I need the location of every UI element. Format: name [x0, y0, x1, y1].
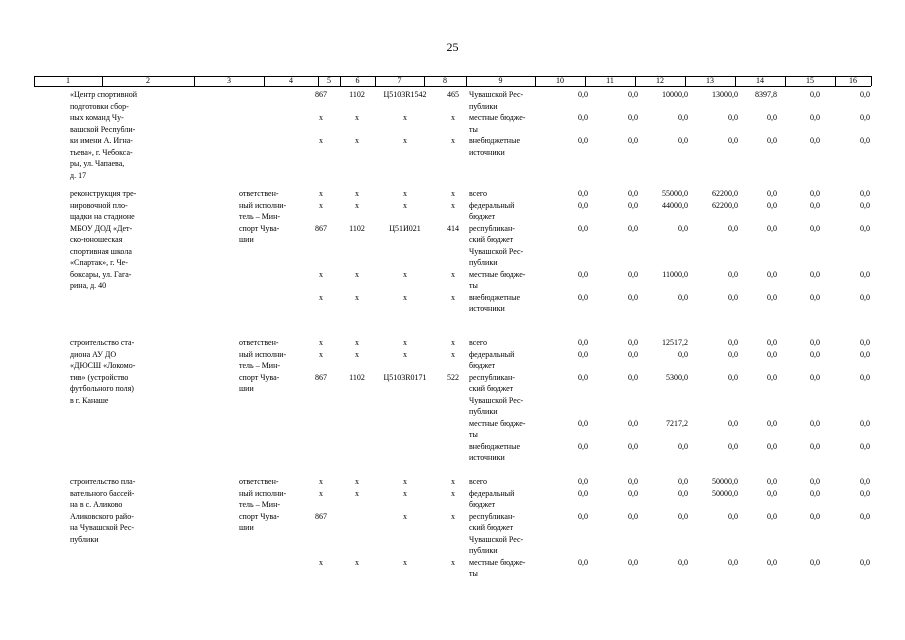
object-name-line: строительство пла- [70, 477, 136, 486]
object-name-line: вашской Республи- [70, 124, 136, 134]
source-line: республикан- [469, 511, 515, 521]
value-cell: 0,0 [860, 441, 870, 451]
code-cell: 867 [315, 372, 327, 382]
object-name-line: публики [70, 534, 99, 544]
responsible-line: ный исполни- [239, 200, 287, 210]
code-cell: х [451, 349, 455, 359]
value-cell: 0,0 [578, 223, 588, 233]
value-cell: 0,0 [628, 349, 638, 359]
source-line: бюджет [469, 500, 496, 509]
value-cell: 0,0 [678, 511, 688, 521]
object-name-line: боксары, ул. Гага- [70, 269, 132, 279]
source-line: ский бюджет [469, 235, 514, 244]
value-cell: 0,0 [728, 511, 738, 521]
code-cell: х [319, 269, 323, 279]
code-cell: х [403, 557, 407, 567]
column-header-6: 6 [355, 76, 360, 85]
code-cell: Ц51И021 [389, 223, 421, 233]
value-cell: 0,0 [678, 349, 688, 359]
code-cell: х [403, 136, 407, 145]
value-cell: 0,0 [628, 441, 638, 451]
value-cell: 0,0 [728, 349, 738, 359]
value-cell: 0,0 [728, 557, 738, 567]
code-cell: х [355, 338, 359, 347]
value-cell: 0,0 [767, 349, 777, 359]
column-header-2: 2 [146, 76, 150, 85]
value-cell: 0,0 [810, 113, 820, 122]
value-cell: 0,0 [628, 269, 638, 279]
value-cell: 0,0 [860, 372, 870, 382]
source-line: местные бюдже- [469, 557, 526, 567]
value-cell: 0,0 [810, 418, 820, 428]
responsible-line: ответствен- [239, 477, 279, 486]
value-cell: 0,0 [628, 488, 638, 498]
value-cell: 0,0 [628, 418, 638, 428]
responsible-line: тель – Мин- [239, 361, 281, 370]
object-name-line: тьева», г. Чебокса- [70, 147, 133, 157]
code-cell: 1102 [349, 372, 365, 382]
value-cell: 62200,0 [712, 200, 738, 210]
value-cell: 0,0 [578, 292, 588, 302]
object-name-line: на в с. Аликово [70, 500, 123, 509]
source-line: внебюджетные [469, 136, 520, 145]
value-cell: 0,0 [767, 418, 777, 428]
responsible-line: ответствен- [239, 189, 279, 198]
value-cell: 0,0 [860, 200, 870, 210]
object-name-line: в г. Канаше [70, 395, 109, 405]
column-header-13: 13 [706, 76, 714, 85]
value-cell: 0,0 [628, 338, 638, 347]
value-cell: 0,0 [728, 113, 738, 122]
code-cell: х [451, 511, 455, 521]
value-cell: 0,0 [578, 349, 588, 359]
object-name-line: подготовки сбор- [70, 101, 129, 111]
value-cell: 0,0 [678, 441, 688, 451]
value-cell: 0,0 [578, 200, 588, 210]
code-cell: 1102 [349, 90, 365, 99]
column-header-14: 14 [756, 76, 764, 85]
value-cell: 0,0 [810, 189, 820, 198]
value-cell: 50000,0 [712, 488, 738, 498]
value-cell: 0,0 [628, 189, 638, 198]
value-cell: 0,0 [578, 372, 588, 382]
value-cell: 0,0 [728, 338, 738, 347]
object-name-line: ки имени А. Игна- [70, 136, 133, 145]
code-cell: х [403, 349, 407, 359]
value-cell: 0,0 [578, 511, 588, 521]
code-cell: х [403, 477, 407, 486]
source-line: всего [469, 477, 488, 486]
code-cell: х [403, 292, 407, 302]
code-cell: х [403, 488, 407, 498]
source-line: внебюджетные [469, 441, 520, 451]
source-line: республикан- [469, 372, 515, 382]
code-cell: х [451, 136, 455, 145]
value-cell: 0,0 [810, 477, 820, 486]
value-cell: 0,0 [810, 90, 820, 99]
code-cell: х [319, 113, 323, 122]
column-header-4: 4 [289, 76, 293, 85]
value-cell: 0,0 [578, 338, 588, 347]
value-cell: 0,0 [860, 292, 870, 302]
column-header-8: 8 [443, 76, 447, 85]
code-cell: Ц5103R0171 [383, 372, 427, 382]
source-line: публики [469, 546, 498, 555]
value-cell: 0,0 [767, 338, 777, 347]
source-line: бюджет [469, 212, 496, 221]
source-line: ты [469, 569, 478, 578]
object-name-line: МБОУ ДОД «Дет- [70, 223, 133, 233]
object-name-line: «ДЮСШ «Локомо- [70, 361, 136, 370]
code-cell: х [319, 189, 323, 198]
source-line: местные бюдже- [469, 418, 526, 428]
source-line: бюджет [469, 361, 496, 370]
responsible-line: шии [239, 235, 254, 244]
value-cell: 8397,8 [755, 90, 777, 99]
value-cell: 0,0 [860, 477, 870, 486]
value-cell: 0,0 [628, 372, 638, 382]
code-cell: 465 [447, 90, 459, 99]
source-line: источники [469, 453, 505, 462]
responsible-line: ответствен- [239, 338, 279, 347]
object-name-line: рина, д. 40 [70, 281, 107, 290]
value-cell: 0,0 [810, 349, 820, 359]
responsible-line: спорт Чува- [239, 511, 280, 521]
value-cell: 0,0 [767, 269, 777, 279]
value-cell: 0,0 [810, 557, 820, 567]
column-header-10: 10 [556, 76, 564, 85]
column-header-9: 9 [498, 76, 503, 85]
code-cell: х [451, 200, 455, 210]
code-cell: х [355, 113, 359, 122]
code-cell: х [403, 113, 407, 122]
source-line: местные бюдже- [469, 113, 526, 122]
column-header-11: 11 [606, 76, 614, 85]
code-cell: х [319, 477, 323, 486]
value-cell: 0,0 [767, 511, 777, 521]
object-name-line: тив» (устройство [70, 372, 129, 382]
source-line: Чувашской Рес- [469, 90, 524, 99]
value-cell: 0,0 [578, 113, 588, 122]
value-cell: 0,0 [678, 488, 688, 498]
value-cell: 0,0 [628, 223, 638, 233]
value-cell: 0,0 [860, 90, 870, 99]
code-cell: х [319, 200, 323, 210]
value-cell: 44000,0 [662, 200, 688, 210]
value-cell: 0,0 [728, 269, 738, 279]
source-line: публики [469, 101, 498, 111]
responsible-line: спорт Чува- [239, 223, 280, 233]
code-cell: х [403, 269, 407, 279]
column-header-7: 7 [397, 76, 402, 85]
code-cell: х [451, 189, 455, 198]
code-cell: х [355, 200, 359, 210]
value-cell: 0,0 [678, 223, 688, 233]
value-cell: 0,0 [628, 511, 638, 521]
value-cell: 0,0 [728, 441, 738, 451]
code-cell: х [451, 488, 455, 498]
value-cell: 0,0 [810, 136, 820, 145]
source-line: всего [469, 338, 488, 347]
code-cell: х [451, 557, 455, 567]
code-cell: х [355, 292, 359, 302]
code-cell: х [319, 557, 323, 567]
object-name-line: диона АУ ДО [70, 349, 117, 359]
value-cell: 50000,0 [712, 477, 738, 486]
column-header-15: 15 [806, 76, 814, 85]
value-cell: 0,0 [678, 136, 688, 145]
value-cell: 0,0 [860, 223, 870, 233]
source-line: ты [469, 281, 478, 290]
value-cell: 7217,2 [666, 418, 688, 428]
source-line: всего [469, 189, 488, 198]
code-cell: х [403, 511, 407, 521]
value-cell: 10000,0 [662, 90, 688, 99]
value-cell: 0,0 [810, 292, 820, 302]
source-line: публики [469, 407, 498, 416]
responsible-line: тель – Мин- [239, 500, 281, 509]
value-cell: 0,0 [678, 113, 688, 122]
value-cell: 0,0 [767, 292, 777, 302]
value-cell: 0,0 [628, 136, 638, 145]
value-cell: 0,0 [860, 557, 870, 567]
source-line: ты [469, 430, 478, 439]
value-cell: 0,0 [728, 418, 738, 428]
code-cell: х [319, 136, 323, 145]
responsible-line: спорт Чува- [239, 372, 280, 382]
column-header-1: 1 [66, 76, 70, 85]
column-header-16: 16 [849, 76, 857, 85]
source-line: ский бюджет [469, 523, 514, 532]
value-cell: 5300,0 [666, 372, 688, 382]
source-line: Чувашской Рес- [469, 534, 524, 544]
code-cell: х [355, 477, 359, 486]
value-cell: 0,0 [578, 488, 588, 498]
value-cell: 0,0 [810, 269, 820, 279]
value-cell: 0,0 [578, 557, 588, 567]
source-line: источники [469, 304, 505, 313]
value-cell: 0,0 [767, 557, 777, 567]
object-name-line: «Спартак», г. Че- [70, 258, 128, 267]
value-cell: 0,0 [578, 189, 588, 198]
value-cell: 0,0 [628, 200, 638, 210]
source-line: федеральный [469, 488, 515, 498]
responsible-line: тель – Мин- [239, 212, 281, 221]
value-cell: 0,0 [628, 113, 638, 122]
value-cell: 0,0 [767, 372, 777, 382]
value-cell: 55000,0 [662, 189, 688, 198]
code-cell: х [403, 338, 407, 347]
code-cell: х [403, 200, 407, 210]
source-line: Чувашской Рес- [469, 246, 524, 256]
value-cell: 13000,0 [712, 90, 738, 99]
source-line: Чувашской Рес- [469, 395, 524, 405]
code-cell: х [319, 488, 323, 498]
value-cell: 0,0 [767, 136, 777, 145]
value-cell: 0,0 [860, 338, 870, 347]
value-cell: 0,0 [628, 90, 638, 99]
value-cell: 0,0 [767, 223, 777, 233]
source-line: ты [469, 124, 478, 134]
code-cell: 414 [447, 223, 459, 233]
column-header-12: 12 [656, 76, 664, 85]
object-name-line: строительство ста- [70, 338, 135, 347]
value-cell: 0,0 [860, 113, 870, 122]
value-cell: 11000,0 [662, 269, 688, 279]
code-cell: х [355, 189, 359, 198]
value-cell: 0,0 [860, 511, 870, 521]
code-cell: 1102 [349, 223, 365, 233]
value-cell: 0,0 [728, 292, 738, 302]
value-cell: 0,0 [860, 269, 870, 279]
code-cell: х [355, 349, 359, 359]
value-cell: 0,0 [860, 418, 870, 428]
value-cell: 0,0 [578, 90, 588, 99]
value-cell: 0,0 [860, 189, 870, 198]
object-name-line: ско-юношеская [70, 235, 123, 244]
value-cell: 0,0 [578, 269, 588, 279]
object-name-line: спортивная школа [70, 246, 132, 256]
code-cell: х [319, 338, 323, 347]
value-cell: 0,0 [810, 223, 820, 233]
object-name-line: вательного бассей- [70, 488, 135, 498]
value-cell: 0,0 [810, 338, 820, 347]
source-line: публики [469, 258, 498, 267]
value-cell: 0,0 [810, 200, 820, 210]
value-cell: 0,0 [578, 418, 588, 428]
object-name-line: ных команд Чу- [70, 113, 124, 122]
value-cell: 0,0 [728, 223, 738, 233]
code-cell: х [451, 113, 455, 122]
column-header-3: 3 [227, 76, 231, 85]
code-cell: 522 [447, 372, 459, 382]
object-name-line: «Центр спортивной [70, 90, 138, 99]
responsible-line: ный исполни- [239, 488, 287, 498]
value-cell: 0,0 [578, 477, 588, 486]
value-cell: 0,0 [767, 477, 777, 486]
code-cell: х [355, 136, 359, 145]
value-cell: 62200,0 [712, 189, 738, 198]
code-cell: х [451, 338, 455, 347]
value-cell: 0,0 [767, 200, 777, 210]
value-cell: 0,0 [678, 292, 688, 302]
value-cell: 0,0 [767, 189, 777, 198]
value-cell: 0,0 [628, 292, 638, 302]
value-cell: 0,0 [860, 349, 870, 359]
value-cell: 0,0 [578, 136, 588, 145]
value-cell: 12517,2 [662, 338, 688, 347]
value-cell: 0,0 [728, 372, 738, 382]
object-name-line: на Чувашской Рес- [70, 523, 135, 532]
value-cell: 0,0 [767, 441, 777, 451]
object-name-line: щадки на стадионе [70, 212, 135, 221]
responsible-line: ный исполни- [239, 349, 287, 359]
page-number: 25 [446, 40, 459, 54]
column-header-5: 5 [327, 76, 331, 85]
code-cell: х [403, 189, 407, 198]
code-cell: 867 [315, 223, 327, 233]
source-line: местные бюдже- [469, 269, 526, 279]
value-cell: 0,0 [678, 477, 688, 486]
source-line: источники [469, 147, 505, 157]
code-cell: х [355, 557, 359, 567]
object-name-line: реконструкция тре- [70, 189, 137, 198]
responsible-line: шии [239, 384, 254, 393]
value-cell: 0,0 [728, 136, 738, 145]
object-name-line: д. 17 [70, 170, 87, 180]
value-cell: 0,0 [860, 488, 870, 498]
code-cell: х [355, 488, 359, 498]
value-cell: 0,0 [810, 511, 820, 521]
code-cell: х [355, 269, 359, 279]
value-cell: 0,0 [810, 372, 820, 382]
code-cell: х [319, 349, 323, 359]
source-line: федеральный [469, 349, 515, 359]
value-cell: 0,0 [810, 441, 820, 451]
source-line: федеральный [469, 200, 515, 210]
value-cell: 0,0 [860, 136, 870, 145]
code-cell: х [451, 269, 455, 279]
source-line: республикан- [469, 223, 515, 233]
object-name-line: ры, ул. Чапаева, [70, 159, 125, 168]
code-cell: 867 [315, 90, 327, 99]
object-name-line: нировочной пло- [70, 200, 128, 210]
table-header [34, 76, 871, 86]
value-cell: 0,0 [767, 488, 777, 498]
code-cell: х [319, 292, 323, 302]
code-cell: х [451, 477, 455, 486]
code-cell: 867 [315, 511, 327, 521]
value-cell: 0,0 [578, 441, 588, 451]
value-cell: 0,0 [628, 477, 638, 486]
source-line: внебюджетные [469, 292, 520, 302]
object-name-line: Аликовского райо- [70, 511, 134, 521]
value-cell: 0,0 [810, 488, 820, 498]
value-cell: 0,0 [678, 557, 688, 567]
object-name-line: футбольного поля) [70, 384, 134, 393]
value-cell: 0,0 [767, 113, 777, 122]
code-cell: Ц5103R1542 [383, 90, 427, 99]
source-line: ский бюджет [469, 384, 514, 393]
responsible-line: шии [239, 523, 254, 532]
code-cell: х [451, 292, 455, 302]
value-cell: 0,0 [628, 557, 638, 567]
